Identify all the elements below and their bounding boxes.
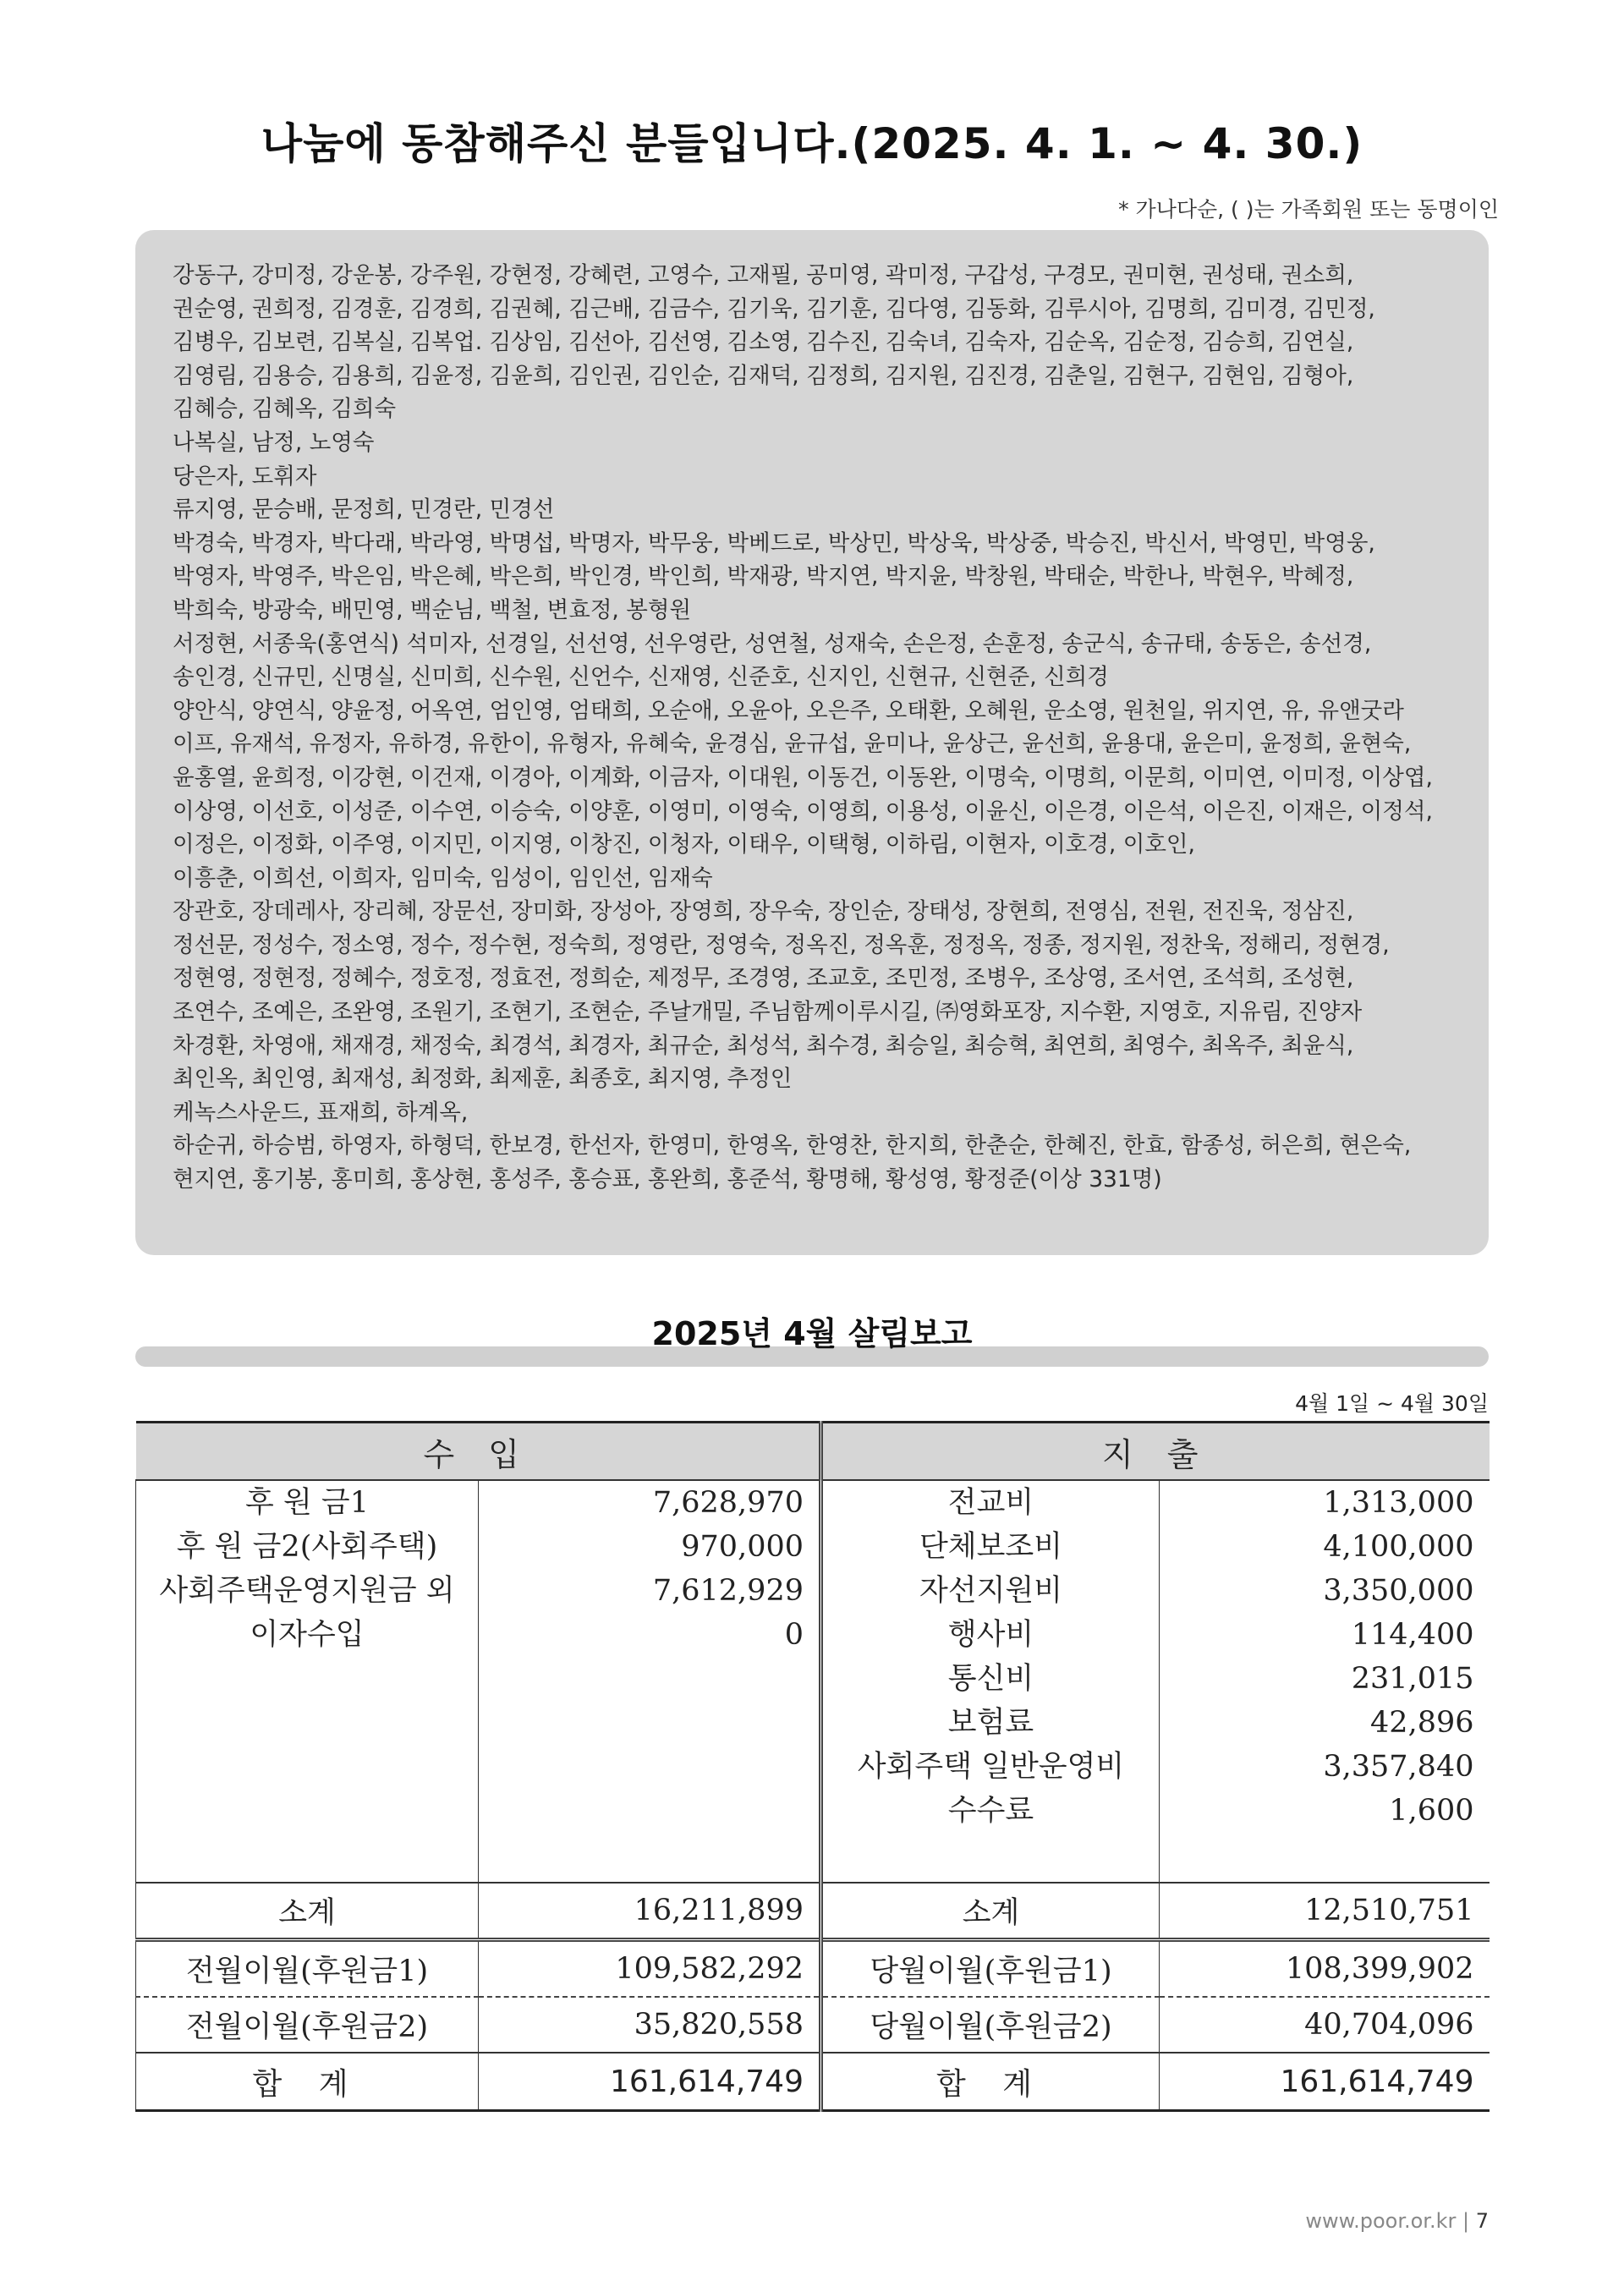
donor-line: 정선문, 정성수, 정소영, 정수, 정수현, 정숙희, 정영란, 정영숙, 정옥진, 정옥훈, 정정옥, 정종, 정지원, 정찬욱, 정해리, 정현경, [173, 931, 1390, 958]
donor-line: 박영자, 박영주, 박은임, 박은혜, 박은희, 박인경, 박인희, 박재광, 박지연, 박지윤, 박창원, 박태순, 박한나, 박현우, 박혜정, [173, 563, 1354, 590]
prev-carry-amount: 109,582,292 [479, 1940, 821, 1998]
expense-label: 행사비 [947, 1618, 1034, 1652]
income-amount: 970,000 [681, 1530, 804, 1564]
expense-label: 통신비 [947, 1662, 1034, 1696]
expense-amount: 114,400 [1351, 1618, 1474, 1652]
expense-amounts [1160, 1480, 1490, 1883]
report-period: 4월 1일 ~ 4월 30일 [1295, 1391, 1489, 1416]
expense-label: 사회주택 일반운영비 [857, 1750, 1125, 1784]
expense-total-amount: 161,614,749 [1160, 2053, 1490, 2111]
expense-amount: 231,015 [1351, 1662, 1474, 1696]
donor-line: 김영림, 김용승, 김용희, 김윤정, 김윤희, 김인권, 김인순, 김재덕, 김정희, 김지원, 김진경, 김춘일, 김현구, 김현임, 김형아, [173, 362, 1354, 389]
income-labels [136, 1480, 479, 1883]
income-amount: 7,628,970 [652, 1486, 804, 1520]
donor-line: 박희숙, 방광숙, 배민영, 백순님, 백철, 변효정, 봉형원 [173, 596, 692, 623]
income-label: 이자수입 [250, 1618, 365, 1652]
donor-line: 이흥춘, 이희선, 이희자, 임미숙, 임성이, 임인선, 임재숙 [173, 864, 713, 891]
carry-row-2 [136, 1997, 1490, 2053]
current-carry-amount: 40,704,096 [1160, 1997, 1490, 2053]
donor-line: 김병우, 김보련, 김복실, 김복업. 김상임, 김선아, 김선영, 김소영, 김수진, 김숙녀, 김숙자, 김순옥, 김순정, 김승희, 김연실, [173, 329, 1354, 356]
current-carry-label: 당월이월(후원금2) [821, 1997, 1160, 2053]
expense-amount: 42,896 [1370, 1706, 1474, 1740]
income-amount: 0 [784, 1618, 804, 1652]
donor-line: 류지영, 문승배, 문정희, 민경란, 민경선 [173, 496, 555, 524]
total-row [136, 2053, 1490, 2111]
donor-line: 권순영, 권희정, 김경훈, 김경희, 김권혜, 김근배, 김금수, 김기욱, 김기훈, 김다영, 김동화, 김루시아, 김명희, 김미경, 김민정, [173, 295, 1375, 322]
donor-list [173, 259, 1489, 1197]
donor-line: 정현영, 정현정, 정혜수, 정호정, 정효전, 정희순, 제정무, 조경영, 조교호, 조민정, 조병우, 조상영, 조서연, 조석희, 조성현, [173, 965, 1354, 992]
expense-amount: 4,100,000 [1323, 1530, 1474, 1564]
expense-amount: 1,313,000 [1323, 1486, 1474, 1520]
expense-label: 수수료 [947, 1794, 1034, 1828]
current-carry-label: 당월이월(후원금1) [821, 1940, 1160, 1998]
subtotal-row [136, 1883, 1490, 1940]
donor-line: 당은자, 도휘자 [173, 463, 317, 490]
expense-label: 전교비 [947, 1486, 1034, 1520]
expense-label: 단체보조비 [919, 1530, 1063, 1564]
expense-total-label: 합 계 [821, 2053, 1160, 2111]
ledger-body-row [136, 1480, 1490, 1883]
ledger-header-row [136, 1423, 1490, 1481]
donor-line: 나복실, 남정, 노영숙 [173, 429, 375, 456]
expense-label: 자선지원비 [919, 1574, 1063, 1608]
donor-line: 하순귀, 하승범, 하영자, 하형덕, 한보경, 한선자, 한영미, 한영옥, 한영찬, 한지희, 한춘순, 한혜진, 한효, 함종성, 허은희, 현은숙, [173, 1132, 1412, 1160]
prev-carry-amount: 35,820,558 [479, 1997, 821, 2053]
expense-subtotal-amount: 12,510,751 [1160, 1883, 1490, 1940]
expense-header: 지 출 [821, 1423, 1490, 1481]
report-title: 2025년 4월 살림보고 [651, 1315, 973, 1352]
income-subtotal-amount: 16,211,899 [479, 1883, 821, 1940]
donor-line: 장관호, 장데레사, 장리혜, 장문선, 장미화, 장성아, 장영희, 장우숙, 장인순, 장태성, 장현희, 전영심, 전원, 전진욱, 정삼진, [173, 898, 1354, 925]
expense-amount: 3,350,000 [1323, 1574, 1474, 1608]
income-subtotal-label: 소계 [136, 1883, 479, 1940]
donor-line: 강동구, 강미정, 강운봉, 강주원, 강현정, 강혜련, 고영수, 고재필, 공미영, 곽미정, 구갑성, 구경모, 권미현, 권성태, 권소희, [173, 262, 1354, 288]
donor-line: 최인옥, 최인영, 최재성, 최정화, 최제훈, 최종호, 최지영, 추정인 [173, 1066, 793, 1093]
donor-line: 차경환, 차영애, 채재경, 채정숙, 최경석, 최경자, 최규순, 최성석, 최수경, 최승일, 최승혁, 최연희, 최영수, 최옥주, 최윤식, [173, 1032, 1354, 1059]
income-label: 후 원 금2(사회주택) [176, 1530, 438, 1564]
donor-line: 서정현, 서종욱(홍연식) 석미자, 선경일, 선선영, 선우영란, 성연철, 성재숙, 손은정, 손훈정, 송군식, 송규태, 송동은, 송선경, [173, 630, 1372, 657]
page-footer: www.poor.or.kr | 7 [1305, 2209, 1489, 2233]
ledger-table [135, 1421, 1490, 2112]
donor-line: 송인경, 신규민, 신명실, 신미희, 신수원, 신언수, 신재영, 신준호, 신지인, 신현규, 신현준, 신희경 [173, 664, 1109, 691]
page-number: 7 [1475, 2209, 1489, 2233]
page-title: 나눔에 동참해주신 분들입니다.(2025. 4. 1. ~ 4. 30.) [261, 119, 1363, 168]
income-label: 사회주택운영지원금 외 [159, 1574, 455, 1608]
income-total-amount: 161,614,749 [479, 2053, 821, 2111]
sort-note: * 가나다순, ( )는 가족회원 또는 동명이인 [1118, 197, 1499, 222]
prev-carry-label: 전월이월(후원금2) [136, 1997, 479, 2053]
income-amount: 7,612,929 [652, 1574, 804, 1608]
income-label: 후 원 금1 [245, 1486, 369, 1520]
donor-line: 현지연, 홍기봉, 홍미희, 홍상현, 홍성주, 홍승표, 홍완희, 홍준석, 황명해, 황성영, 황정준(이상 331명) [173, 1166, 1162, 1193]
expense-label: 보험료 [947, 1706, 1034, 1740]
carry-row-1 [136, 1940, 1490, 1998]
donor-line: 이정은, 이정화, 이주영, 이지민, 이지영, 이창진, 이청자, 이태우, 이택형, 이하림, 이현자, 이호경, 이호인, [173, 831, 1195, 858]
donor-line: 조연수, 조예은, 조완영, 조원기, 조현기, 조현순, 주날개밀, 주님함께이루시길, ㈜영화포장, 지수환, 지영호, 지유림, 진양자 [173, 999, 1363, 1026]
donor-line: 양안식, 양연식, 양윤정, 어옥연, 엄인영, 엄태희, 오순애, 오윤아, 오은주, 오태환, 오혜원, 운소영, 원천일, 위지연, 유, 유앤굿라 [173, 697, 1404, 724]
income-total-label: 합 계 [136, 2053, 479, 2111]
expense-labels [821, 1480, 1160, 1883]
income-amounts [479, 1480, 821, 1883]
donor-line: 김혜승, 김혜옥, 김희숙 [173, 396, 397, 423]
donor-line: 케녹스사운드, 표재희, 하계옥, [173, 1099, 469, 1126]
donor-line: 이프, 유재석, 유정자, 유하경, 유한이, 유형자, 유혜숙, 윤경심, 윤규섭, 윤미나, 윤상근, 윤선희, 윤용대, 윤은미, 윤정희, 윤현숙, [173, 731, 1412, 758]
expense-subtotal-label: 소계 [821, 1883, 1160, 1940]
expense-amount: 1,600 [1389, 1794, 1474, 1828]
donor-list-box [135, 230, 1489, 1255]
income-header: 수 입 [136, 1423, 821, 1481]
donor-line: 이상영, 이선호, 이성준, 이수연, 이승숙, 이양훈, 이영미, 이영숙, 이영희, 이용성, 이윤신, 이은경, 이은석, 이은진, 이재은, 이정석, [173, 798, 1433, 825]
donor-line: 윤홍열, 윤희정, 이강현, 이건재, 이경아, 이계화, 이금자, 이대원, 이동건, 이동완, 이명숙, 이명희, 이문희, 이미연, 이미정, 이상엽, [173, 764, 1433, 791]
prev-carry-label: 전월이월(후원금1) [136, 1940, 479, 1998]
current-carry-amount: 108,399,902 [1160, 1940, 1490, 1998]
expense-amount: 3,357,840 [1323, 1750, 1474, 1784]
site-url: www.poor.or.kr [1305, 2209, 1457, 2233]
donor-line: 박경숙, 박경자, 박다래, 박라영, 박명섭, 박명자, 박무웅, 박베드로, 박상민, 박상욱, 박상중, 박승진, 박신서, 박영민, 박영웅, [173, 529, 1375, 557]
